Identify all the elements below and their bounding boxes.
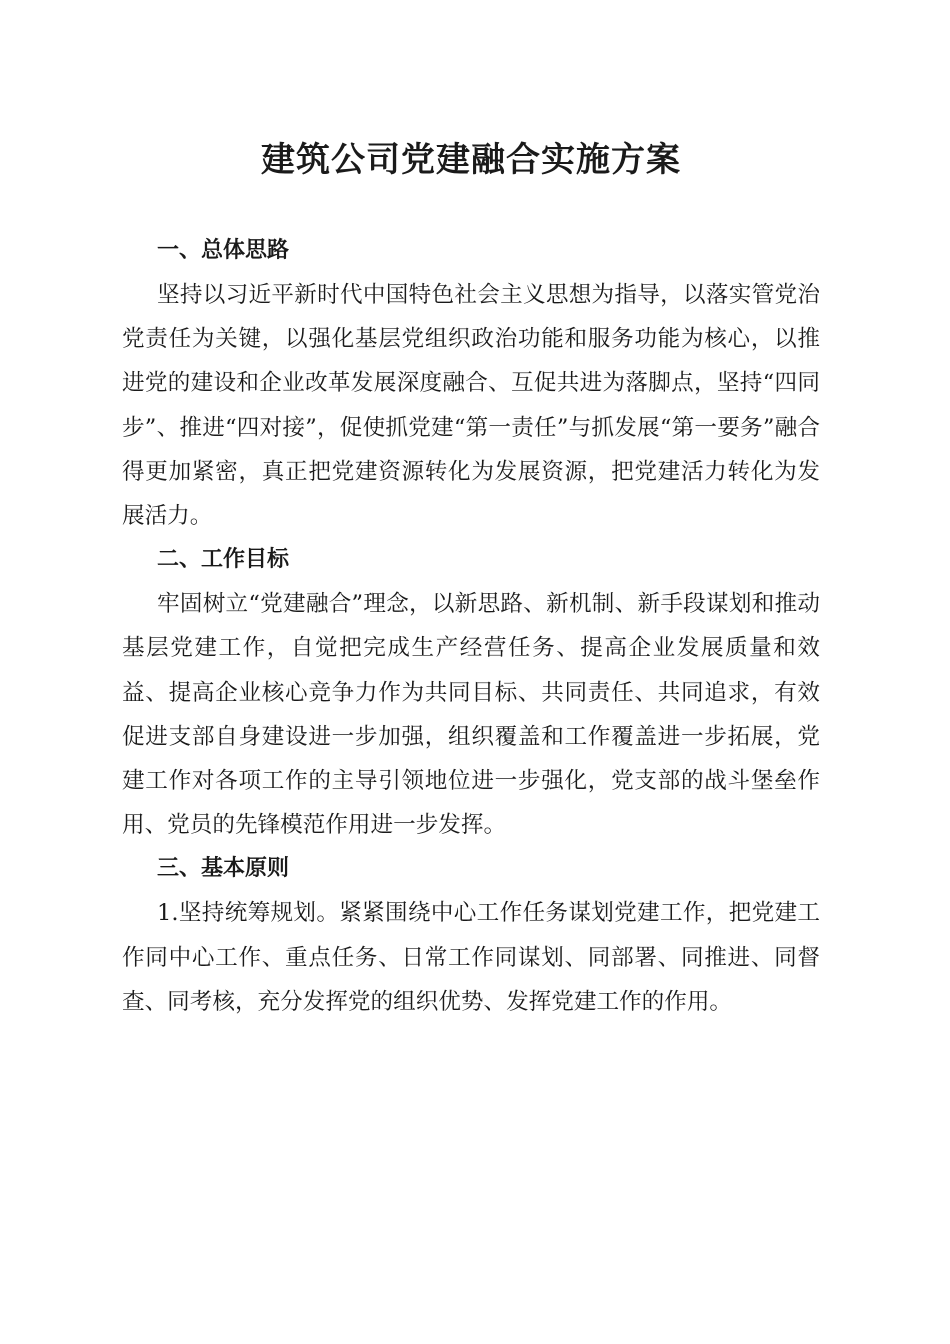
section-paragraph: 牢固树立“党建融合”理念，以新思路、新机制、新手段谋划和推动基层党建工作，自觉把完成生产经营任务、提高企业发展质量和效益、提高企业核心竞争力作为共同目标、共同责任、共同追求，有效促进支部自身建设进一步加强，组织覆盖和工作覆盖进一步拓展，党建工作对各项工作的主导引领地位进一步强化，党支部的战斗堡垒作用、党员的先锋模范作用进一步发挥。 (122, 591, 820, 839)
section-paragraph: 坚持以习近平新时代中国特色社会主义思想为指导，以落实管党治党责任为关键，以强化基层党组织政治功能和服务功能为核心，以推进党的建设和企业改革发展深度融合、互促共进为落脚点，坚持“四同步”、推进“四对接”，促使抓党建“第一责任”与抓发展“第一要务”融合得更加紧密，真正把党建资源转化为发展资源，把党建活力转化为发展活力。 (122, 282, 820, 530)
section-heading: 二、工作目标 (157, 547, 290, 573)
section-basic-principles (122, 847, 820, 1024)
document-title: 建筑公司党建融合实施方案 (261, 140, 681, 180)
section-work-goals (122, 538, 820, 847)
section-paragraph: 1.坚持统筹规划。紧紧围绕中心工作任务谋划党建工作，把党建工作同中心工作、重点任务、日常工作同谋划、同部署、同推进、同督查、同考核，充分发挥党的组织优势、发挥党建工作的作用。 (122, 900, 820, 1015)
section-heading: 三、基本原则 (157, 856, 290, 882)
section-heading: 一、总体思路 (157, 238, 290, 263)
section-overall-approach (122, 229, 820, 538)
document-body (122, 229, 820, 1024)
